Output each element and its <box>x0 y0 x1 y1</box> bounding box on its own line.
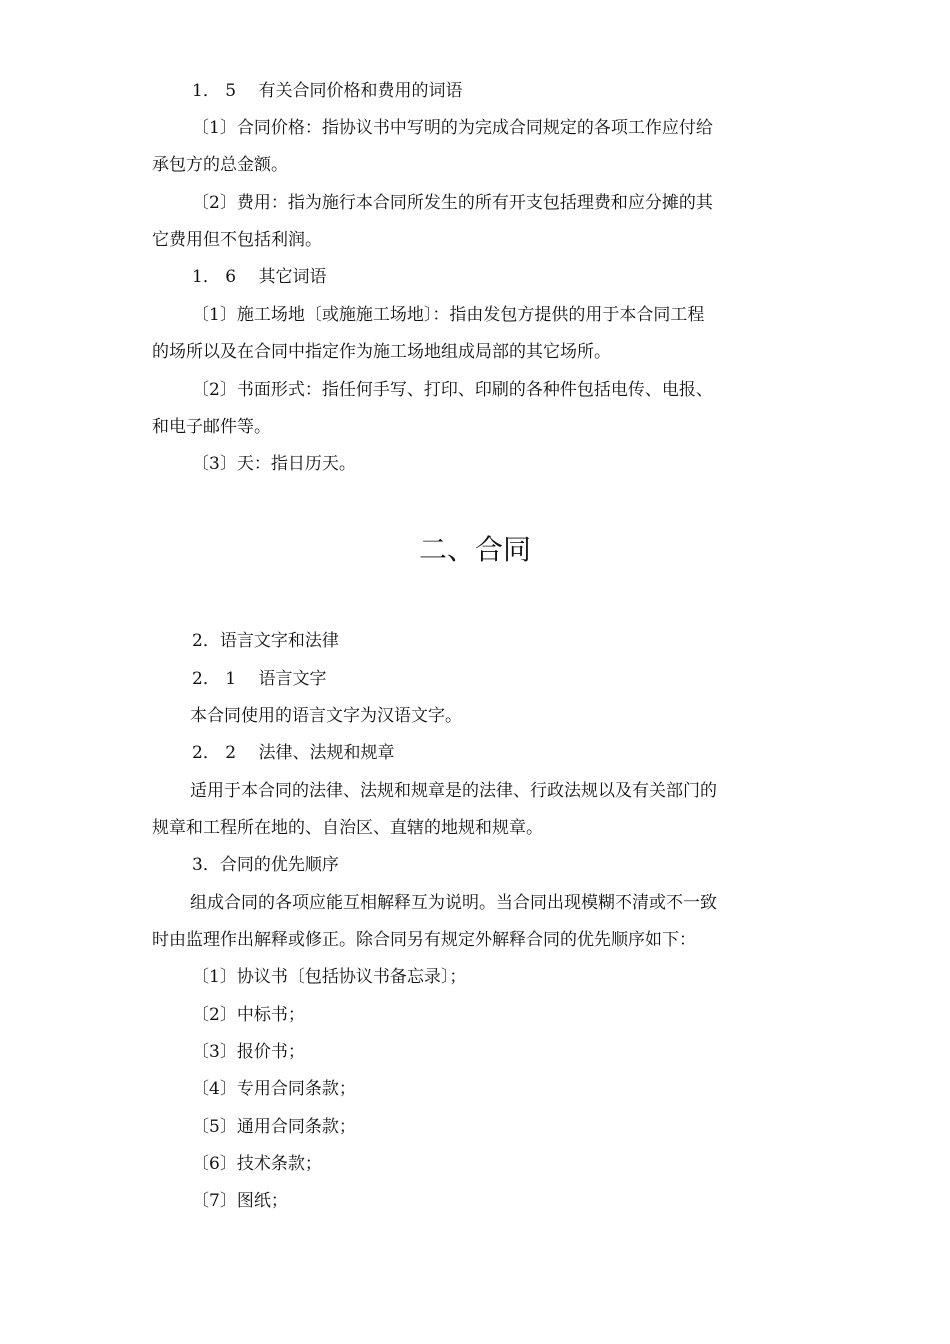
section-1-5-heading: 1． 5 有关合同价格和费用的词语 <box>192 81 463 101</box>
priority-item-6: 〔6〕技术条款； <box>192 1154 322 1174</box>
section-2-2-text: 适用于本合同的法律、法规和规章是的法律、行政法规以及有关部门的 <box>190 781 717 801</box>
section-1-5-item-1-cont: 承包方的总金额。 <box>152 155 288 175</box>
section-1-6-item-1-cont: 的场所以及在合同中指定作为施工场地组成局部的其它场所。 <box>152 342 611 362</box>
section-1-5-item-2-cont: 它费用但不包括利润。 <box>152 230 322 250</box>
priority-item-2: 〔2〕中标书； <box>192 1005 305 1025</box>
section-2-1-heading: 2． 1 语言文字 <box>192 669 327 689</box>
chapter-title: 二、合同 <box>418 533 531 566</box>
section-2-heading: 2．语言文字和法律 <box>192 631 339 651</box>
section-2-2-heading: 2． 2 法律、法规和规章 <box>192 743 395 763</box>
section-1-6-item-2: 〔2〕书面形式：指任何手写、打印、印刷的各种件包括电传、电报、 <box>192 380 713 400</box>
priority-item-7: 〔7〕图纸； <box>192 1191 288 1211</box>
section-3-heading: 3．合同的优先顺序 <box>192 855 339 875</box>
priority-item-3: 〔3〕报价书； <box>192 1042 305 1062</box>
section-2-1-text: 本合同使用的语言文字为汉语文字。 <box>190 706 462 726</box>
section-3-paragraph: 组成合同的各项应能互相解释互为说明。当合同出现模糊不清或不一致 <box>190 893 717 913</box>
section-1-6-item-2-cont: 和电子邮件等。 <box>152 417 271 437</box>
priority-item-4: 〔4〕专用合同条款； <box>192 1079 356 1099</box>
section-3-paragraph-cont: 时由监理作出解释或修正。除合同另有规定外解释合同的优先顺序如下： <box>152 930 696 950</box>
section-1-5-item-2: 〔2〕费用：指为施行本合同所发生的所有开支包括理费和应分摊的其 <box>192 193 713 213</box>
section-1-5-item-1: 〔1〕合同价格：指协议书中写明的为完成合同规定的各项工作应付给 <box>192 118 713 138</box>
priority-item-5: 〔5〕通用合同条款； <box>192 1117 356 1137</box>
section-1-6-heading: 1． 6 其它词语 <box>192 267 327 287</box>
section-1-6-item-3: 〔3〕天：指日历天。 <box>192 454 356 474</box>
priority-item-1: 〔1〕协议书〔包括协议书备忘录〕； <box>192 967 467 987</box>
section-1-6-item-1: 〔1〕施工场地〔或施施工场地〕：指由发包方提供的用于本合同工程 <box>192 305 705 325</box>
section-2-2-text-cont: 规章和工程所在地的、自治区、直辖的地规和规章。 <box>152 818 543 838</box>
